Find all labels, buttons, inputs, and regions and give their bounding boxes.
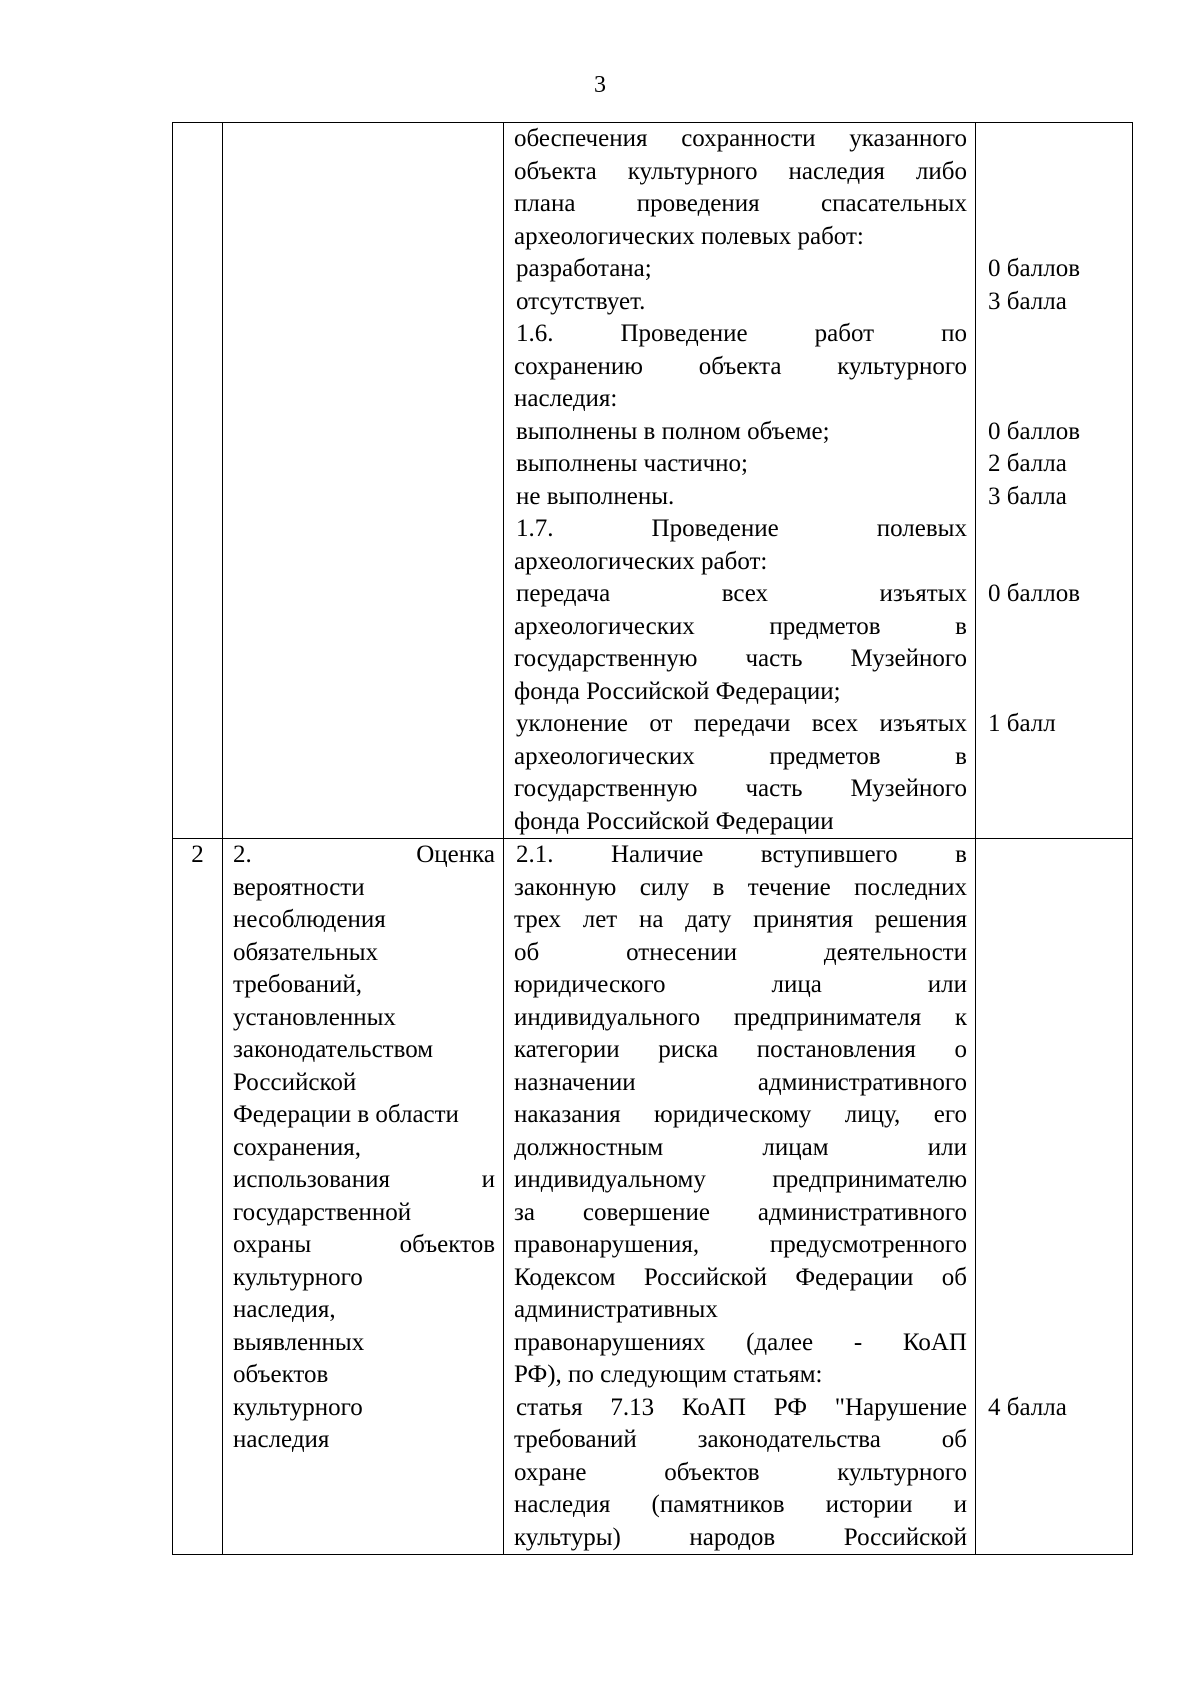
word: трех [514, 906, 561, 933]
word: совершение [582, 1198, 710, 1226]
score-spacer [976, 1067, 1132, 1100]
word: правонарушениях [514, 1328, 706, 1356]
word: статья [516, 1393, 583, 1421]
word: в [955, 612, 967, 640]
word: 2.1. [516, 841, 554, 868]
score-cell [976, 839, 1133, 1555]
word: КоАП [681, 1393, 746, 1421]
text-line [504, 1392, 975, 1425]
word: на [638, 906, 664, 933]
criteria-cell [504, 123, 976, 839]
word: 2. [233, 841, 252, 868]
word: (далее [746, 1328, 814, 1356]
score-spacer [976, 839, 1132, 872]
word: законодательства [697, 1426, 881, 1453]
word: правонарушения, [514, 1231, 700, 1258]
score-spacer [976, 1229, 1132, 1262]
word: в [955, 742, 967, 770]
text-line [504, 1457, 975, 1490]
word: спасательных [820, 190, 967, 217]
word: предусмотренного [769, 1231, 967, 1258]
word: объекта [514, 157, 597, 185]
word: Российской [843, 1523, 967, 1551]
score-spacer [976, 1457, 1132, 1490]
word: в [712, 873, 725, 901]
word: об [941, 1426, 967, 1453]
text-line: культурного [233, 1263, 363, 1291]
word: сохранению [514, 352, 643, 380]
text-line [504, 1489, 975, 1522]
score-spacer [976, 318, 1132, 351]
word: вступившего [760, 841, 898, 868]
word: либо [915, 157, 967, 185]
text-line: не выполнены. [516, 482, 675, 510]
word: об [941, 1263, 967, 1291]
text-line [504, 969, 975, 1002]
text-line: культурного [233, 1393, 363, 1421]
score-spacer [976, 1262, 1132, 1295]
criteria-table [172, 122, 1133, 1555]
word: по [941, 320, 967, 347]
text-line: фонда Российской Федерации; [514, 677, 841, 705]
word: культурного [627, 157, 758, 185]
score-spacer [976, 351, 1132, 384]
score-spacer [976, 546, 1132, 579]
word: передачи [693, 710, 791, 737]
word: изъятых [879, 710, 967, 737]
text-line [504, 872, 975, 905]
word: археологических [514, 742, 695, 770]
word: юридическому [654, 1101, 812, 1128]
word: часть [745, 645, 803, 672]
word: предметов [769, 742, 881, 770]
word: принятия [753, 906, 854, 933]
word: объектов [399, 1231, 495, 1258]
word: лицам [762, 1133, 829, 1161]
score-spacer [976, 1099, 1132, 1132]
text-line: государственной [233, 1198, 412, 1226]
word: использования [233, 1166, 390, 1193]
word: требований [514, 1426, 637, 1453]
text-line [504, 1067, 975, 1100]
word: решения [874, 906, 967, 933]
text-line [504, 1327, 975, 1360]
text-line [504, 708, 975, 741]
text-line [504, 773, 975, 806]
word: КоАП [902, 1328, 967, 1356]
word: Музейного [850, 645, 967, 672]
word: категории [514, 1036, 620, 1063]
text-line [504, 156, 975, 189]
score-spacer [976, 937, 1132, 970]
word: (памятников [651, 1491, 785, 1518]
text-line: выполнены в полном объеме; [516, 417, 830, 445]
word: всех [811, 710, 859, 737]
text-line [504, 123, 975, 156]
score-spacer [976, 188, 1132, 221]
text-line [504, 937, 975, 970]
word: административного [757, 1198, 967, 1226]
word: наказания [514, 1101, 621, 1128]
score-spacer [976, 741, 1132, 774]
word: и [953, 1491, 967, 1518]
score-spacer [976, 123, 1132, 156]
word: плана [514, 190, 576, 217]
row-number-cell [173, 839, 223, 1555]
text-line: наследия, [233, 1296, 336, 1323]
word: об [514, 938, 540, 966]
score-cell [976, 123, 1133, 839]
word: Федерации [795, 1263, 914, 1291]
text-line [504, 1034, 975, 1067]
word: назначении [514, 1068, 636, 1096]
row-number: 2 [191, 841, 204, 868]
text-line: административных [514, 1296, 718, 1323]
text-line [504, 1522, 975, 1555]
text-line: вероятности [233, 873, 365, 901]
word: лицу, [844, 1101, 901, 1128]
score-spacer [976, 1359, 1132, 1392]
text-line [504, 318, 975, 351]
word: 1.6. [516, 320, 554, 347]
text-line [504, 741, 975, 774]
word: Наличие [611, 841, 704, 868]
word: лица [771, 971, 822, 998]
word: дату [685, 906, 732, 933]
score-spacer [976, 1002, 1132, 1035]
text-line [504, 188, 975, 221]
criteria-cell [504, 839, 976, 1555]
score-spacer [976, 1034, 1132, 1067]
word: государственную [514, 645, 698, 672]
word: Российской [643, 1263, 768, 1291]
word: и [481, 1166, 495, 1193]
table-row [173, 839, 1133, 1555]
score-value: 2 балла [988, 450, 1067, 477]
word: предпринимателя [733, 1003, 922, 1031]
text-line [504, 1132, 975, 1165]
word: часть [745, 775, 803, 802]
word: деятельности [823, 938, 967, 966]
word: риска [658, 1036, 719, 1063]
text-line: фонда Российской Федерации [514, 807, 834, 835]
word: проведения [636, 190, 760, 217]
text-line [223, 1164, 503, 1197]
text-line: археологических работ: [514, 547, 768, 575]
word: индивидуальному [514, 1166, 706, 1193]
score-value: 3 балла [988, 287, 1067, 315]
indicator-cell [223, 839, 504, 1555]
word: его [933, 1101, 967, 1128]
text-line: разработана; [516, 255, 652, 282]
score-value: 1 балл [988, 710, 1056, 737]
word: административного [757, 1068, 967, 1096]
score-spacer [976, 773, 1132, 806]
text-line [504, 1099, 975, 1132]
score-spacer [976, 221, 1132, 254]
score-spacer [976, 806, 1132, 839]
word: законную [514, 873, 617, 901]
word: за [514, 1198, 535, 1226]
text-line: наследия [233, 1426, 330, 1453]
score-spacer [976, 611, 1132, 644]
score-spacer [976, 1197, 1132, 1230]
word: уклонение [516, 710, 628, 737]
word: охране [514, 1458, 587, 1486]
score-spacer [976, 156, 1132, 189]
word: изъятых [879, 580, 967, 607]
word: отнесении [626, 938, 737, 966]
indicator-cell [223, 123, 504, 839]
score-value: 0 баллов [988, 417, 1081, 445]
word: индивидуального [514, 1003, 701, 1031]
score-spacer [976, 383, 1132, 416]
score-spacer [976, 1489, 1132, 1522]
word: археологических [514, 612, 695, 640]
word: предпринимателю [772, 1166, 967, 1193]
text-line [223, 839, 503, 872]
word: юридического [514, 971, 666, 998]
text-line [504, 1262, 975, 1295]
word: культуры) [514, 1523, 621, 1551]
word: работ [814, 320, 875, 347]
text-line [504, 904, 975, 937]
word: Проведение [651, 515, 779, 542]
text-line: отсутствует. [516, 287, 646, 315]
word: последних [854, 873, 967, 901]
word: РФ [773, 1393, 807, 1421]
word: полевых [876, 515, 967, 542]
text-line [504, 643, 975, 676]
score-value: 0 баллов [988, 255, 1081, 282]
word: обеспечения [514, 125, 648, 152]
text-line [504, 1197, 975, 1230]
score-spacer [976, 643, 1132, 676]
score-spacer [976, 1522, 1132, 1555]
word: "Нарушение [834, 1393, 967, 1421]
word: о [954, 1036, 967, 1063]
word: к [954, 1003, 967, 1031]
text-line [504, 839, 975, 872]
word: 7.13 [610, 1393, 655, 1421]
text-line [504, 1002, 975, 1035]
word: или [927, 971, 967, 998]
word: Оценка [416, 841, 495, 868]
text-line: сохранения, [233, 1133, 362, 1161]
text-line: Федерации в области [233, 1101, 459, 1128]
score-value: 3 балла [988, 482, 1067, 510]
word: истории [825, 1491, 913, 1518]
word: лет [582, 906, 618, 933]
word: указанного [849, 125, 967, 152]
score-spacer [976, 1132, 1132, 1165]
text-line [504, 513, 975, 546]
word: наследия [788, 157, 885, 185]
word: государственную [514, 775, 698, 802]
score-spacer [976, 969, 1132, 1002]
word: Кодексом [514, 1263, 616, 1291]
word: - [853, 1328, 863, 1356]
page-number: 3 [594, 72, 606, 98]
score-value: 4 балла [988, 1393, 1067, 1421]
word: объекта [698, 352, 782, 380]
text-line: несоблюдения [233, 906, 386, 933]
word: всех [721, 580, 769, 607]
score-spacer [976, 904, 1132, 937]
word: постановления [756, 1036, 916, 1063]
word: в [955, 841, 967, 868]
text-line [504, 1164, 975, 1197]
text-line: требований, [233, 971, 363, 998]
text-line [504, 1229, 975, 1262]
text-line [504, 351, 975, 384]
text-line: объектов [233, 1361, 329, 1388]
score-spacer [976, 513, 1132, 546]
text-line [504, 578, 975, 611]
text-line: археологических полевых работ: [514, 222, 864, 250]
text-line: РФ), по следующим статьям: [514, 1361, 823, 1388]
word: наследия [514, 1491, 611, 1518]
table-row [173, 123, 1133, 839]
score-value: 0 баллов [988, 580, 1081, 607]
text-line [504, 611, 975, 644]
text-line: выполнены частично; [516, 450, 748, 477]
word: народов [689, 1523, 776, 1551]
word: Музейного [850, 775, 967, 802]
word: передача [516, 580, 611, 607]
text-line: установленных [233, 1003, 396, 1031]
text-line [223, 1229, 503, 1262]
word: 1.7. [516, 515, 554, 542]
word: Проведение [620, 320, 748, 347]
word: предметов [769, 612, 881, 640]
word: культурного [837, 352, 967, 380]
word: или [927, 1133, 967, 1161]
row-number-cell [173, 123, 223, 839]
word: от [649, 710, 673, 737]
word: сохранности [681, 125, 816, 152]
score-spacer [976, 1424, 1132, 1457]
text-line: выявленных [233, 1328, 365, 1356]
word: должностным [514, 1133, 664, 1161]
score-spacer [976, 1164, 1132, 1197]
text-line: обязательных [233, 938, 378, 966]
word: силу [639, 873, 690, 901]
word: охраны [233, 1231, 312, 1258]
word: объектов [664, 1458, 760, 1486]
text-line: законодательством [233, 1036, 434, 1063]
word: культурного [837, 1458, 967, 1486]
text-line: Российской [233, 1068, 357, 1096]
text-line [504, 1424, 975, 1457]
word: течение [747, 873, 831, 901]
score-spacer [976, 676, 1132, 709]
score-spacer [976, 1327, 1132, 1360]
score-spacer [976, 1294, 1132, 1327]
score-spacer [976, 872, 1132, 905]
text-line: наследия: [514, 385, 618, 412]
